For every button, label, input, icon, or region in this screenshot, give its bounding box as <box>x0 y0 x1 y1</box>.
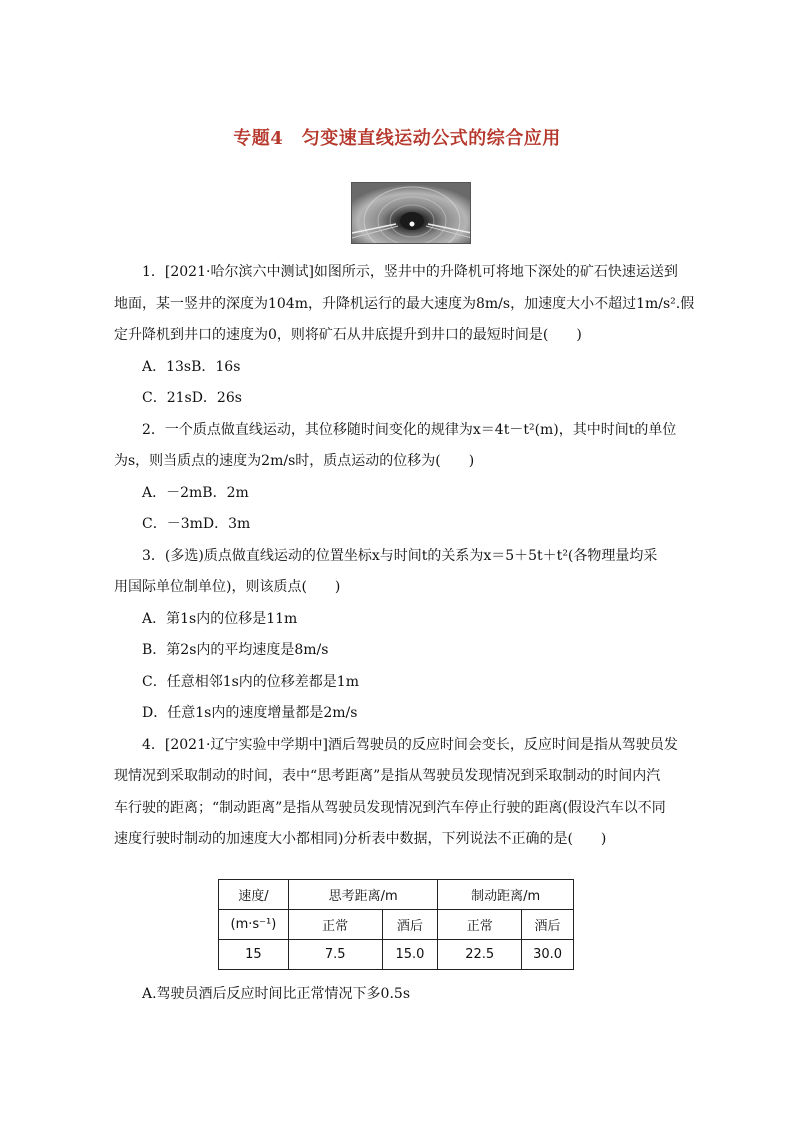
subheader-drunk-braking: 酒后 <box>522 910 574 940</box>
subheader-drunk-thinking: 酒后 <box>382 910 438 940</box>
subheader-normal-thinking: 正常 <box>288 910 382 940</box>
q3-option-b: B．第2s内的平均速度是8m/s <box>142 642 329 658</box>
cell-think-drunk: 15.0 <box>382 940 438 970</box>
q4-line-1: 4．[2021·辽宁实验中学期中]酒后驾驶员的反应时间会变长，反应时间是指从驾驶员发 <box>142 737 678 753</box>
q1-line-2: 地面，某一竖井的深度为104m，升降机运行的最大速度为8m/s，加速度大小不超过1m/s².假 <box>114 296 695 312</box>
q1-line-1: 1．[2021·哈尔滨六中测试]如图所示，竖井中的升降机可将地下深处的矿石快速运送到 <box>142 264 678 280</box>
header-speed-unit: (m·s⁻¹) <box>219 910 289 940</box>
table-row <box>219 940 574 970</box>
cell-think-normal: 7.5 <box>288 940 382 970</box>
q4-line-2: 现情况到采取制动的时间，表中“思考距离”是指从驾驶员发现情况到采取制动的时间内汽 <box>114 768 661 784</box>
q2-line-2: 为s，则当质点的速度为2m/s时，质点运动的位移为( ) <box>114 453 475 469</box>
q1-options-ab: A．13sB．16s <box>142 359 241 375</box>
q3-option-a: A．第1s内的位移是11m <box>142 611 298 627</box>
q2-line-1: 2．一个质点做直线运动，其位移随时间变化的规律为x＝4t－t²(m)，其中时间t的单位 <box>142 422 677 438</box>
q4-option-a: A.驾驶员酒后反应时间比正常情况下多0.5s <box>142 986 411 1002</box>
cell-brake-normal: 22.5 <box>438 940 522 970</box>
q2-options-cd: C．－3mD．3m <box>142 516 251 532</box>
reaction-distance-table <box>218 879 574 970</box>
cell-brake-drunk: 30.0 <box>522 940 574 970</box>
header-thinking-distance: 思考距离/m <box>288 880 437 910</box>
q3-line-2: 用国际单位制单位)，则该质点( ) <box>114 579 341 595</box>
q3-line-1: 3．(多选)质点做直线运动的位置坐标x与时间t的关系为x＝5＋5t＋t²(各物理量均采 <box>142 548 658 564</box>
q3-option-d: D．任意1s内的速度增量都是2m/s <box>142 705 358 721</box>
q1-line-3: 定升降机到井口的速度为0，则将矿石从井底提升到井口的最短时间是( ) <box>114 327 582 343</box>
subheader-normal-braking: 正常 <box>438 910 522 940</box>
q2-options-ab: A．－2mB．2m <box>142 485 249 501</box>
cell-speed: 15 <box>219 940 289 970</box>
q1-options-cd: C．21sD．26s <box>142 390 242 406</box>
tunnel-image <box>352 183 471 244</box>
header-speed: 速度/ <box>219 880 289 910</box>
q4-line-3: 车行驶的距离；“制动距离”是指从驾驶员发现情况到汽车停止行驶的距离(假设汽车以不同 <box>114 800 666 816</box>
header-braking-distance: 制动距离/m <box>438 880 574 910</box>
mine-shaft-photo <box>351 182 471 244</box>
page-title: 专题4 匀变速直线运动公式的综合应用 <box>233 128 561 149</box>
q3-option-c: C．任意相邻1s内的位移差都是1m <box>142 674 359 690</box>
q4-line-4: 速度行驶时制动的加速度大小都相同)分析表中数据，下列说法不正确的是( ) <box>114 831 607 847</box>
